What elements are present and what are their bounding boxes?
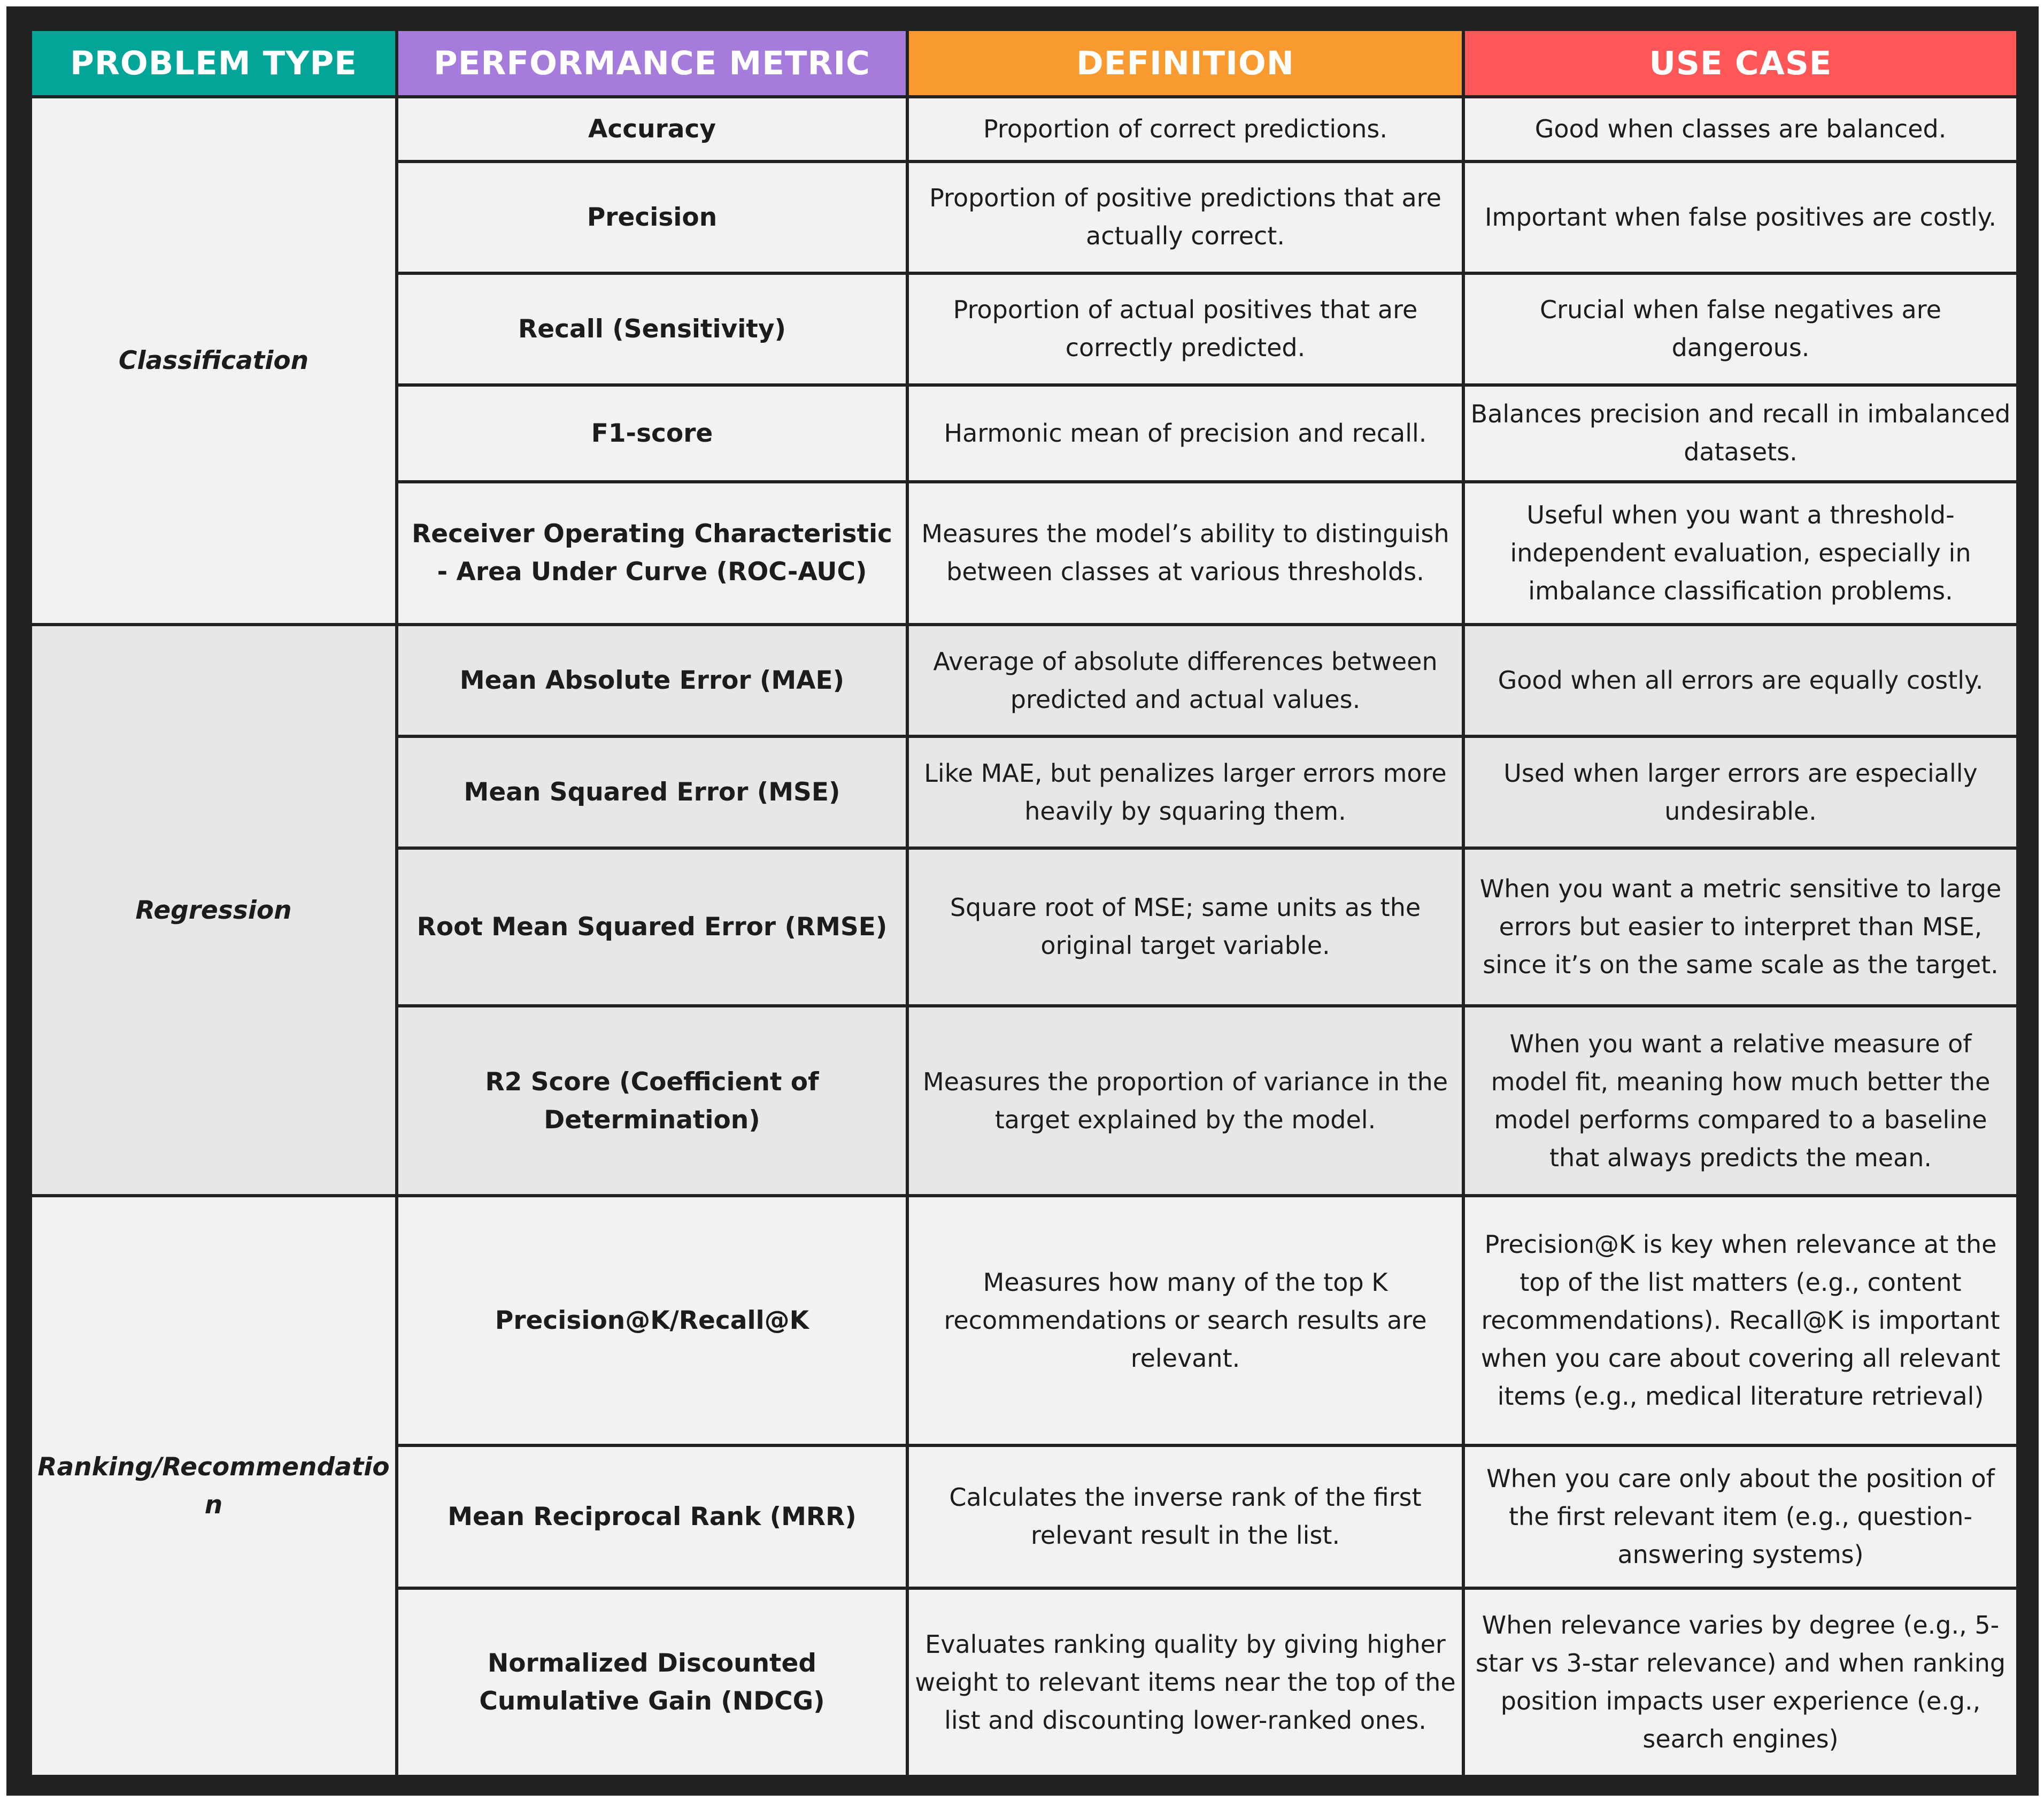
use-case-cell: Important when false positives are costly. — [1463, 161, 2018, 273]
use-case-cell: When you want a metric sensitive to large errors but easier to interpret than MSE, since it’s on the same scale as the target. — [1463, 848, 2018, 1006]
definition-cell: Like MAE, but penalizes larger errors more heavily by squaring them. — [907, 736, 1463, 848]
table-row — [30, 625, 2018, 736]
definition-cell: Proportion of positive predictions that are actually correct. — [907, 161, 1463, 273]
metric-cell: Precision@K/Recall@K — [397, 1196, 907, 1445]
use-case-cell: When you care only about the position of the first relevant item (e.g., question-answering systems) — [1463, 1445, 2018, 1588]
problem-type-cell: Regression — [30, 625, 397, 1196]
use-case-cell: Good when classes are balanced. — [1463, 97, 2018, 161]
use-case-cell: Good when all errors are equally costly. — [1463, 625, 2018, 736]
use-case-cell: Crucial when false negatives are dangerous. — [1463, 273, 2018, 385]
table-row — [30, 1196, 2018, 1445]
header-problem-type: PROBLEM TYPE — [30, 29, 397, 97]
metric-cell: Mean Absolute Error (MAE) — [397, 625, 907, 736]
definition-cell: Square root of MSE; same units as the original target variable. — [907, 848, 1463, 1006]
header-use-case: USE CASE — [1463, 29, 2018, 97]
definition-cell: Measures the proportion of variance in the target explained by the model. — [907, 1006, 1463, 1196]
problem-type-cell: Classification — [30, 97, 397, 625]
metric-cell: Mean Reciprocal Rank (MRR) — [397, 1445, 907, 1588]
metric-cell: Recall (Sensitivity) — [397, 273, 907, 385]
metric-cell: Mean Squared Error (MSE) — [397, 736, 907, 848]
use-case-cell: Useful when you want a threshold-independent evaluation, especially in imbalance classification problems. — [1463, 482, 2018, 625]
definition-cell: Proportion of correct predictions. — [907, 97, 1463, 161]
table-row — [30, 97, 2018, 161]
metric-cell: R2 Score (Coefficient of Determination) — [397, 1006, 907, 1196]
metric-cell: Receiver Operating Characteristic - Area Under Curve (ROC-AUC) — [397, 482, 907, 625]
header-definition: DEFINITION — [907, 29, 1463, 97]
metric-cell: Root Mean Squared Error (RMSE) — [397, 848, 907, 1006]
definition-cell: Calculates the inverse rank of the first relevant result in the list. — [907, 1445, 1463, 1588]
header-performance-metric: PERFORMANCE METRIC — [397, 29, 907, 97]
definition-cell: Measures how many of the top K recommendations or search results are relevant. — [907, 1196, 1463, 1445]
problem-type-cell: Ranking/Recommendation — [30, 1196, 397, 1776]
metric-cell: F1-score — [397, 385, 907, 482]
definition-cell: Average of absolute differences between predicted and actual values. — [907, 625, 1463, 736]
definition-cell: Measures the model’s ability to distinguish between classes at various thresholds. — [907, 482, 1463, 625]
definition-cell: Proportion of actual positives that are correctly predicted. — [907, 273, 1463, 385]
use-case-cell: When you want a relative measure of model fit, meaning how much better the model performs compared to a baseline that always predicts the mean. — [1463, 1006, 2018, 1196]
use-case-cell: Balances precision and recall in imbalanced datasets. — [1463, 385, 2018, 482]
metric-cell: Accuracy — [397, 97, 907, 161]
header-row — [30, 29, 2018, 97]
use-case-cell: Precision@K is key when relevance at the top of the list matters (e.g., content recommendations). Recall@K is important when you care about covering all relevant items (e.g., medical literature retrieval) — [1463, 1196, 2018, 1445]
use-case-cell: Used when larger errors are especially undesirable. — [1463, 736, 2018, 848]
definition-cell: Harmonic mean of precision and recall. — [907, 385, 1463, 482]
definition-cell: Evaluates ranking quality by giving higher weight to relevant items near the top of the list and discounting lower-ranked ones. — [907, 1588, 1463, 1776]
metric-cell: Precision — [397, 161, 907, 273]
use-case-cell: When relevance varies by degree (e.g., 5-star vs 3-star relevance) and when ranking position impacts user experience (e.g., search engines) — [1463, 1588, 2018, 1776]
metrics-table — [29, 28, 2019, 1778]
metric-cell: Normalized Discounted Cumulative Gain (NDCG) — [397, 1588, 907, 1776]
table-frame — [6, 6, 2039, 1796]
